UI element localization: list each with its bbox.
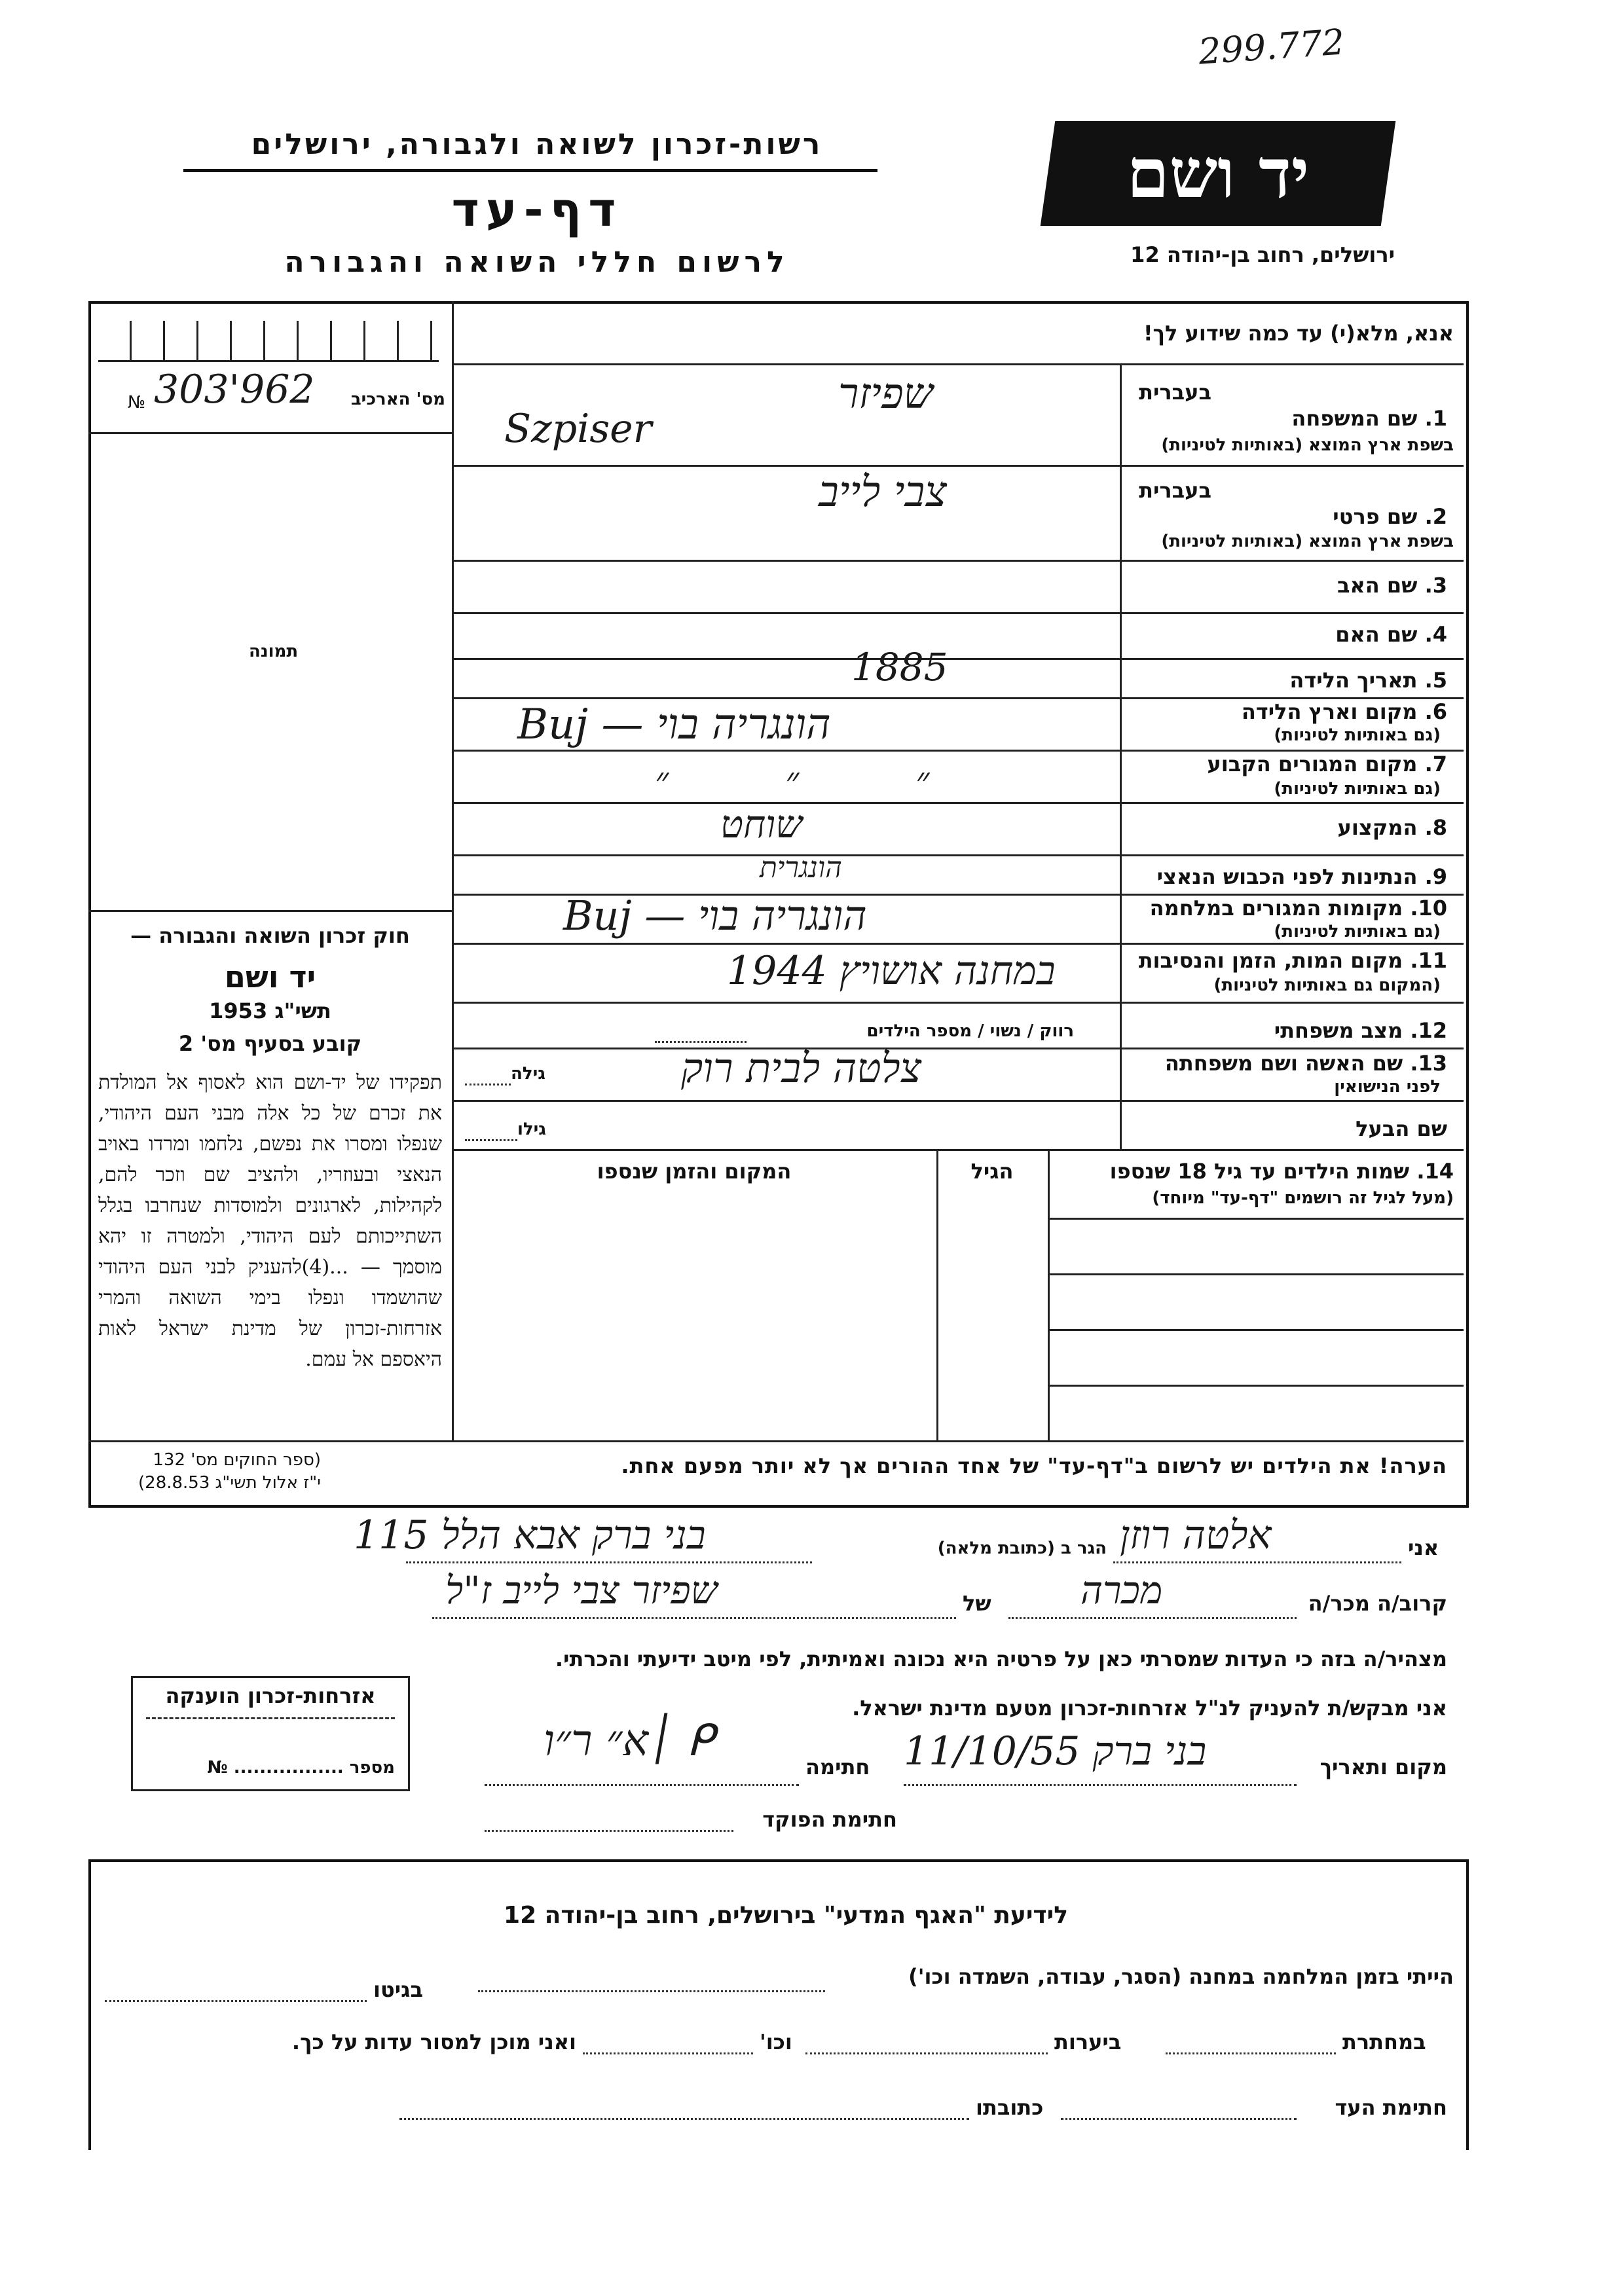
field-4-num: 4. xyxy=(1424,622,1447,647)
field-12-name: מצב משפחתי xyxy=(1274,1018,1403,1043)
decl-request: אני מבקש/ת להעניק לנ"ל אזרחות-זכרון מטעם מדינת ישראל. xyxy=(852,1696,1447,1721)
field-7-name: מקום המגורים הקבוע xyxy=(1207,752,1418,776)
decl-relation-label: קרוב/ה מכר/ה xyxy=(1308,1591,1447,1616)
bottom-line1b: בגיטו xyxy=(373,1977,423,2002)
field-5-num: 5. xyxy=(1424,668,1447,693)
law-title: חוק זכרון השואה והגבורה — xyxy=(130,923,410,948)
field-11-num: 11. xyxy=(1410,948,1447,973)
field-9-num: 9. xyxy=(1424,864,1447,889)
field-13-extra: גילה xyxy=(511,1064,545,1084)
archive-no-label: № xyxy=(128,393,146,412)
bottom-heading: לידיעת "האגף המדעי" בירושלים, רחוב בן-יהודה 12 xyxy=(504,1902,1068,1929)
field-4-label xyxy=(1133,622,1447,647)
field-7-sub: (גם באותיות לטיניות) xyxy=(1274,779,1441,799)
field-12-num: 12. xyxy=(1410,1018,1447,1043)
bottom-line2a: במחתרת xyxy=(1342,2030,1426,2054)
yad-vashem-logo xyxy=(1041,121,1395,226)
decl-official-label: חתימת הפוקד xyxy=(762,1807,897,1832)
field-1-value-latin: Szpiser xyxy=(504,406,652,452)
bottom-line3a: חתימת העד xyxy=(1335,2095,1447,2120)
law-text: תפקידו של יד-ושם הוא לאסוף אל המולדת את זכרם של כל אלה מבני העם היהודי, שנפלו ומסרו את נפשם, נלחמו ומרדו באויב הנאצי ובעוזריו, ולהציב שם וזכר להם, לקהילות, לארגונים ולמוסדות שנחרבו בגלל השתייכותם לעם היהודי, ולמטרה זו יהא מוסמך — ...(4)להעניק לבני העם היהודי שהושמדו ונפלו בימי השואה והמרי אזרחות-זכרון של מדינת ישראל לאות היאספם אל עמם. xyxy=(98,1071,443,1371)
field-1-name: שם המשפחה xyxy=(1291,406,1418,431)
field-2-sub: בשפת ארץ המוצא (באותיות לטיניות) xyxy=(1161,532,1454,551)
decl-place-date-label: מקום ותאריך xyxy=(1320,1755,1447,1779)
field-9-value: הונגרית xyxy=(760,851,842,884)
law-ref1: (ספר החוקים מס' 132 xyxy=(153,1450,321,1470)
org-line: רשות-זכרון לשואה ולגבורה, ירושלים xyxy=(251,128,823,161)
children-col-place: המקום והזמן שנספו xyxy=(597,1159,792,1184)
decl-statement: מצהיר/ה בזה כי העדות שמסרתי כאן על פרטיה היא נכונה ואמיתית, לפי מיטב ידיעתי והכרתי. xyxy=(555,1647,1447,1671)
field-9-name: הנתינות לפני הכבוש הנאצי xyxy=(1156,864,1418,889)
field-13-name: שם האשה ושם משפחתה xyxy=(1164,1051,1403,1076)
field-3-num: 3. xyxy=(1424,573,1447,598)
field-3-label xyxy=(1133,573,1447,598)
field-13-value: צלטה לבית רוק xyxy=(681,1044,922,1092)
field-2-tag: בעברית xyxy=(1139,478,1211,503)
field-8-name: המקצוע xyxy=(1337,815,1418,840)
decl-name: אלטה רוזן xyxy=(1120,1512,1272,1558)
field-12-value: רווק / נשוי / מספר הילדים xyxy=(866,1021,1074,1041)
bottom-line3b: כתובתו xyxy=(976,2095,1044,2120)
field-10-label xyxy=(1133,896,1447,920)
field-4-name: שם האם xyxy=(1335,622,1418,647)
field-11-value: במחנה אושויץ 1944 xyxy=(727,948,1056,994)
field-9-label xyxy=(1133,864,1447,889)
field-11-label xyxy=(1133,948,1447,973)
decl-relation: מכרה xyxy=(1080,1568,1163,1613)
decl-ani: אני xyxy=(1408,1535,1439,1560)
field-8-value: שוחט xyxy=(720,802,803,847)
archive-number: 303'962 xyxy=(154,367,315,412)
field-8-num: 8. xyxy=(1424,815,1447,840)
decl-signature-label: חתימה xyxy=(805,1755,870,1779)
field-10-name: מקומות המגורים במלחמה xyxy=(1149,896,1403,920)
citizenship-stamp-box xyxy=(131,1676,410,1791)
field-7-value: ״ ״ ״ xyxy=(655,759,982,802)
form-prompt: אנא, מלא(י) עד כמה שידוע לך! xyxy=(1143,321,1454,346)
field-2-num: 2. xyxy=(1424,504,1447,529)
law-year: תשי"ג 1953 xyxy=(209,998,331,1023)
stamp-number-label: מספר ................. № xyxy=(207,1758,395,1777)
field-10-value: הונגריה בוי — Buj xyxy=(563,892,867,939)
doc-title: דף-עד xyxy=(451,182,623,237)
field-13-label xyxy=(1133,1051,1447,1076)
children-col-age: הגיל xyxy=(970,1159,1014,1184)
field-5-value: 1885 xyxy=(851,645,948,689)
field-1-tag: בעברית xyxy=(1139,380,1211,405)
husband-extra: גילו xyxy=(517,1120,546,1139)
field-13-sub: לפני הנישואין xyxy=(1334,1077,1441,1097)
field-11-sub: (המקום גם באותיות לטיניות) xyxy=(1213,975,1441,995)
field-1-sub: בשפת ארץ המוצא (באותיות לטיניות) xyxy=(1161,435,1454,455)
husband-label: שם הבעל xyxy=(1356,1116,1447,1141)
bottom-line1a: הייתי בזמן המלחמה במחנה (הסגר, עבודה, השמדה וכו') xyxy=(908,1964,1454,1989)
field-2-value: צבי לייב xyxy=(819,468,947,517)
bottom-line2d: ואני מוכן למסור עדות על כך. xyxy=(291,2030,576,2054)
law-ref2: י"ז אלול תשי"ג 28.8.53) xyxy=(138,1473,321,1493)
archive-ticks xyxy=(98,321,439,362)
children-sub: (מעל לגיל זה רושמים "דף-עד" מיוחד) xyxy=(1152,1188,1454,1208)
bottom-line2c: וכו' xyxy=(760,2030,792,2054)
field-2-label xyxy=(1133,504,1447,529)
field-6-sub: (גם באותיות לטיניות) xyxy=(1274,725,1441,745)
decl-place-date: בני ברק 11/10/55 xyxy=(904,1728,1207,1774)
field-6-num: 6. xyxy=(1424,699,1447,724)
field-5-label xyxy=(1133,668,1447,693)
logo-text: יד ושם xyxy=(1126,133,1310,213)
photo-label: תמונה xyxy=(249,642,299,661)
field-1-value: שפיזר xyxy=(838,370,933,418)
field-6-name: מקום וארץ הלידה xyxy=(1241,699,1418,724)
field-7-label xyxy=(1133,752,1447,776)
field-12-label xyxy=(1133,1018,1447,1043)
field-3-name: שם האב xyxy=(1337,573,1418,598)
field-1-label xyxy=(1133,406,1447,431)
field-11-name: מקום המות, הזמן והנסיבות xyxy=(1138,948,1403,973)
law-clause: קובע בסעיף מס' 2 xyxy=(178,1031,362,1056)
doc-subtitle: לרשום חללי השואה והגבורה xyxy=(284,246,790,279)
decl-signature: ᑭ ׀א״ ר״ו xyxy=(544,1715,714,1766)
archive-label: מס' הארכיב xyxy=(350,390,445,409)
field-7-num: 7. xyxy=(1424,752,1447,776)
decl-address: בני ברק אבא הלל 115 xyxy=(354,1512,706,1558)
decl-residing: הגר ב (כתובת מלאה) xyxy=(937,1539,1107,1558)
field-5-name: תאריך הלידה xyxy=(1289,668,1418,693)
file-number: 299.772 xyxy=(1197,21,1346,73)
field-6-value: הונגריה בוי — Buj xyxy=(517,701,831,749)
form-note: הערה! את הילדים יש לרשום ב"דף-עד" של אחד ההורים אך לא יותר מפעם אחת. xyxy=(621,1453,1447,1478)
stamp-title: אזרחות-זכרון הוענקה xyxy=(165,1683,376,1708)
bottom-line2b: ביערות xyxy=(1054,2030,1122,2054)
field-1-num: 1. xyxy=(1424,406,1447,431)
stamp-number-text: מספר xyxy=(349,1758,395,1777)
decl-of: של xyxy=(963,1591,991,1616)
children-label: 14. שמות הילדים עד גיל 18 שנספו xyxy=(1109,1159,1454,1184)
field-13-num: 13. xyxy=(1410,1051,1447,1076)
decl-of-name: שפיזר צבי לייב ז"ל xyxy=(445,1568,718,1613)
field-8-label xyxy=(1133,815,1447,840)
field-2-name: שם פרטי xyxy=(1333,504,1418,529)
header-address: ירושלים, רחוב בן-יהודה 12 xyxy=(1130,242,1395,267)
field-6-label xyxy=(1133,699,1447,724)
field-10-sub: (גם באותיות לטיניות) xyxy=(1274,922,1441,941)
field-10-num: 10. xyxy=(1410,896,1447,920)
law-name: יד ושם xyxy=(224,959,316,994)
